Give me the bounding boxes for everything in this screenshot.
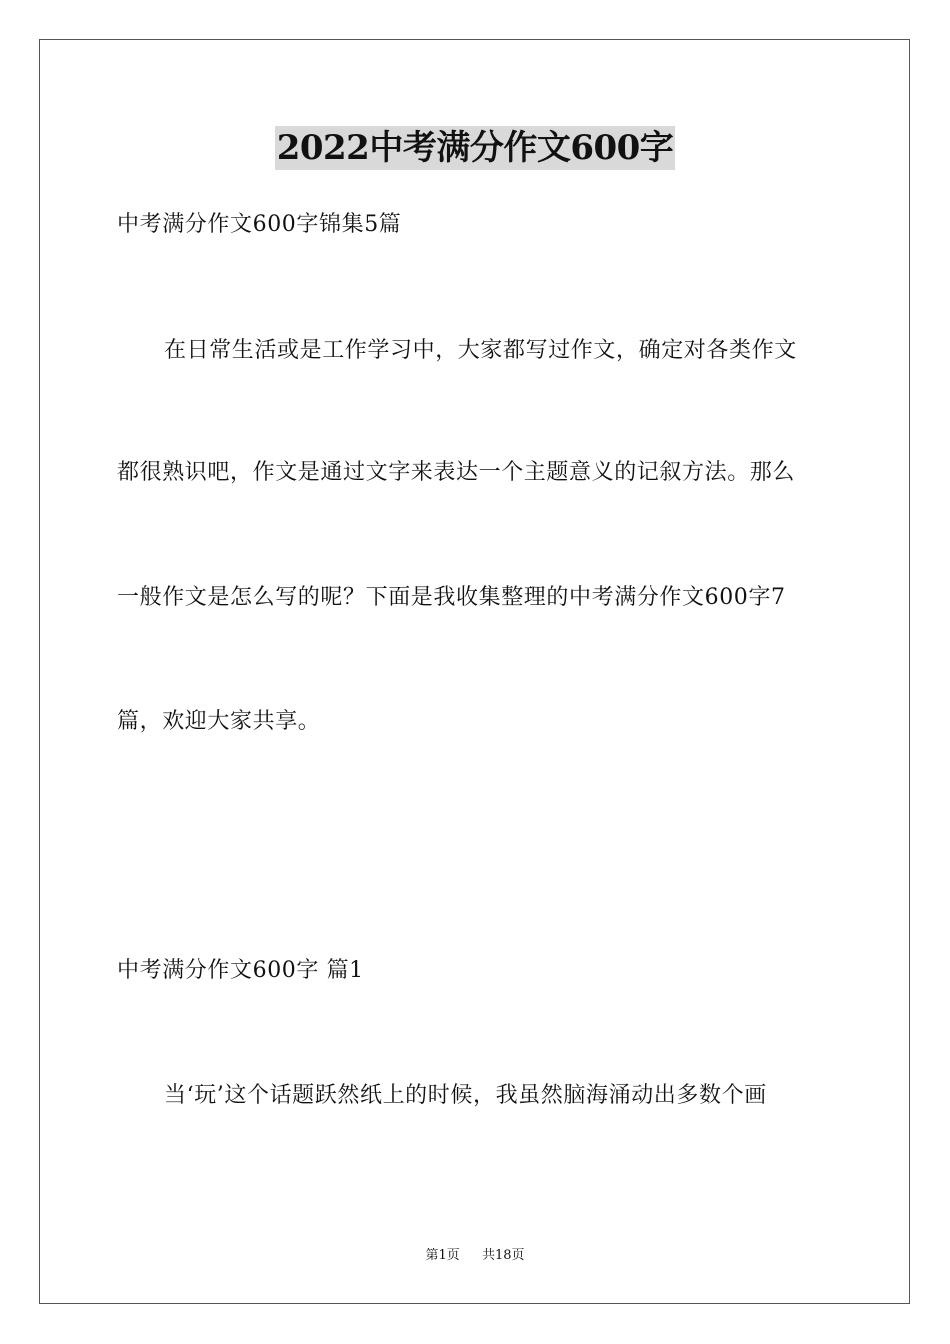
- page-total: 共18页: [482, 1248, 525, 1263]
- title-container: [0, 126, 950, 170]
- document-subtitle: 中考满分作文600字锦集5篇: [117, 212, 402, 237]
- document-title: 2022中考满分作文600字: [276, 128, 674, 168]
- section-heading: 中考满分作文600字 篇1: [117, 958, 364, 983]
- intro-paragraph-line-3: 一般作文是怎么写的呢？下面是我收集整理的中考满分作文600字7: [117, 585, 786, 610]
- intro-paragraph-line-4: 篇，欢迎大家共享。: [117, 709, 321, 734]
- page-number: 第1页: [425, 1248, 460, 1263]
- section-paragraph-line-1: 当‘玩’这个话题跃然纸上的时候，我虽然脑海涌动出多数个画: [164, 1083, 767, 1108]
- page-footer: [0, 1247, 950, 1265]
- intro-paragraph-line-1: 在日常生活或是工作学习中，大家都写过作文，确定对各类作文: [164, 338, 797, 363]
- intro-paragraph-line-2: 都很熟识吧，作文是通过文字来表达一个主题意义的记叙方法。那么: [117, 460, 796, 485]
